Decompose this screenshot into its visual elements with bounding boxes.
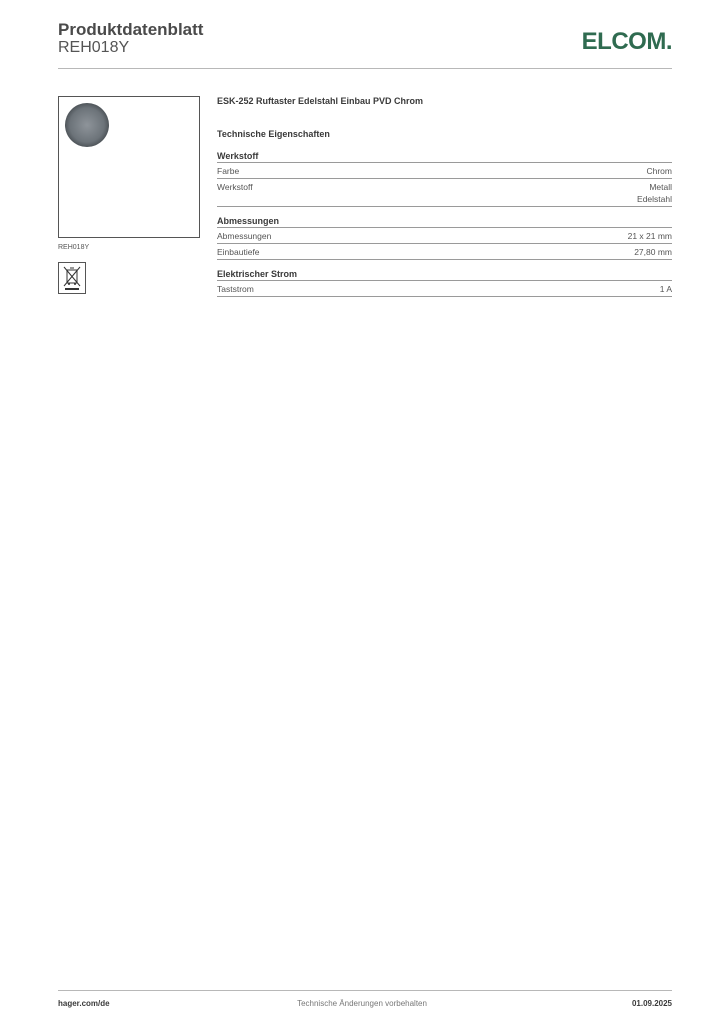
product-image-caption: REH018Y	[58, 244, 90, 251]
table-row	[217, 244, 672, 260]
footer-date: 01.09.2025	[631, 999, 672, 1008]
weee-crossed-bin-icon	[58, 262, 86, 294]
row-value: Metall Edelstahl	[637, 182, 672, 204]
section-title: Technische Eigenschaften	[217, 129, 330, 139]
row-label: Werkstoff	[217, 182, 253, 192]
page-title: Produktdatenblatt	[58, 20, 204, 39]
group-title: Abmessungen	[217, 216, 672, 228]
row-value: 1 A	[659, 284, 672, 294]
footer-disclaimer: Technische Änderungen vorbehalten	[297, 999, 427, 1008]
table-row	[217, 228, 672, 244]
group-abmessungen	[217, 216, 672, 260]
product-code: REH018Y	[58, 39, 130, 56]
table-row	[217, 281, 672, 297]
product-image-frame	[58, 96, 200, 238]
row-label: Einbautiefe	[217, 247, 260, 257]
header-divider	[58, 68, 672, 69]
row-value: 21 x 21 mm	[627, 231, 672, 241]
table-row	[217, 163, 672, 179]
row-label: Abmessungen	[217, 231, 272, 241]
group-elektrischer-strom	[217, 269, 672, 297]
footer-divider	[58, 990, 672, 991]
footer-website: hager.com/de	[58, 999, 110, 1008]
group-title: Werkstoff	[217, 151, 672, 163]
row-value: Chrom	[646, 166, 672, 176]
product-image	[65, 103, 109, 147]
elcom-logo: ELCOM.	[581, 28, 672, 55]
group-title: Elektrischer Strom	[217, 269, 672, 281]
table-row	[217, 179, 672, 207]
row-label: Taststrom	[217, 284, 254, 294]
row-value: 27,80 mm	[634, 247, 672, 257]
group-werkstoff	[217, 151, 672, 207]
product-details	[217, 94, 672, 297]
product-title: ESK-252 Ruftaster Edelstahl Einbau PVD Chrom	[217, 96, 424, 106]
row-label: Farbe	[217, 166, 240, 176]
